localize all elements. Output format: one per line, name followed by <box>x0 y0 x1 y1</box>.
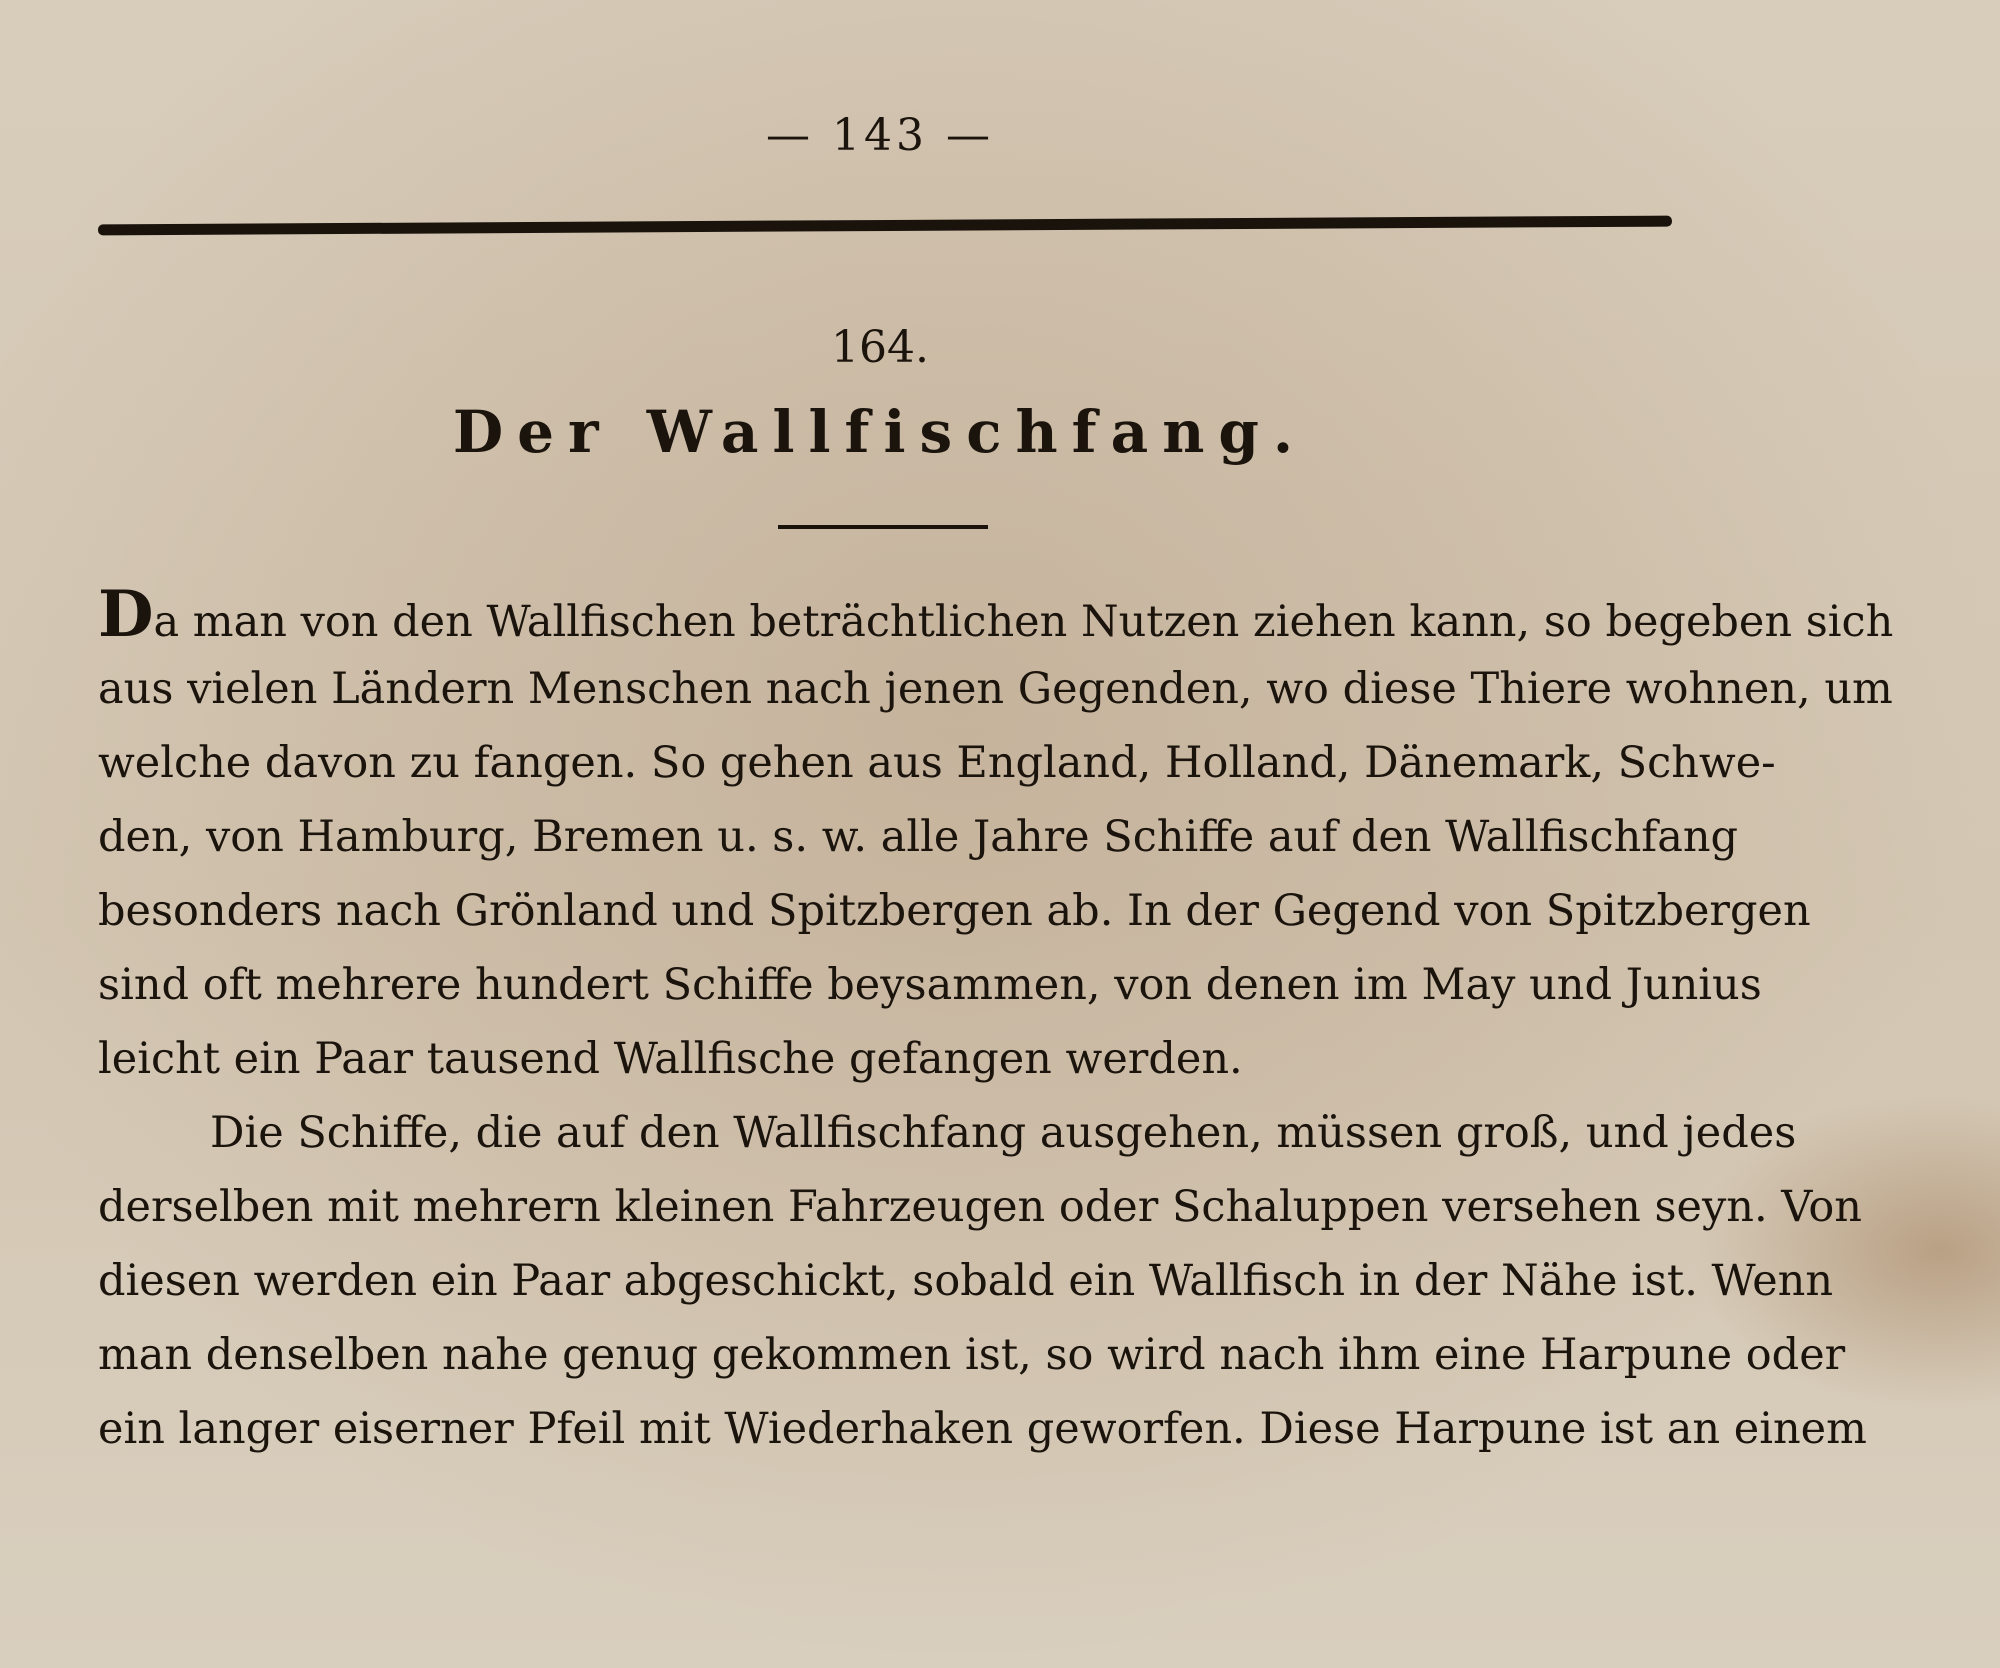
paragraph-1 <box>98 577 1894 1096</box>
text-line: welche davon zu fangen. So gehen aus England, Holland, Dänemark, Schwe- <box>98 738 1776 788</box>
text-line: leicht ein Paar tausend Wallfische gefangen werden. <box>98 1034 1243 1084</box>
text-line: derselben mit mehrern kleinen Fahrzeugen oder Schaluppen versehen seyn. Von <box>98 1182 1862 1232</box>
text-line: ein langer eiserner Pfeil mit Wiederhaken geworfen. Diese Harpune ist an einem <box>98 1404 1867 1454</box>
body-text <box>98 577 1894 1466</box>
line-text: a man von den Wallfischen beträchtlichen Nutzen ziehen kann, so begeben sich <box>153 597 1894 647</box>
text-line: Die Schiffe, die auf den Wallfischfang ausgehen, müssen groß, und jedes <box>210 1108 1797 1158</box>
article-title: Der Wallfischfang. <box>452 398 1308 466</box>
header-rule <box>98 216 1672 236</box>
text-line: aus vielen Ländern Menschen nach jenen Gegenden, wo diese Thiere wohnen, um <box>98 664 1893 714</box>
paragraph-2 <box>98 1096 1867 1466</box>
text-line: diesen werden ein Paar abgeschickt, sobald ein Wallfisch in der Nähe ist. Wenn <box>98 1256 1834 1306</box>
title-rule <box>778 525 988 529</box>
page-number: — 143 — <box>766 110 994 161</box>
text-line: den, von Hamburg, Bremen u. s. w. alle Jahre Schiffe auf den Wallfischfang <box>98 812 1739 862</box>
text-line: besonders nach Grönland und Spitzbergen ab. In der Gegend von Spitzbergen <box>98 886 1811 936</box>
article-number: 164. <box>831 322 929 373</box>
text-line: sind oft mehrere hundert Schiffe beysammen, von denen im May und Junius <box>98 960 1762 1010</box>
initial-letter: D <box>98 577 154 652</box>
text-line: man denselben nahe genug gekommen ist, so wird nach ihm eine Harpune oder <box>98 1330 1846 1380</box>
text-line <box>98 577 1894 652</box>
